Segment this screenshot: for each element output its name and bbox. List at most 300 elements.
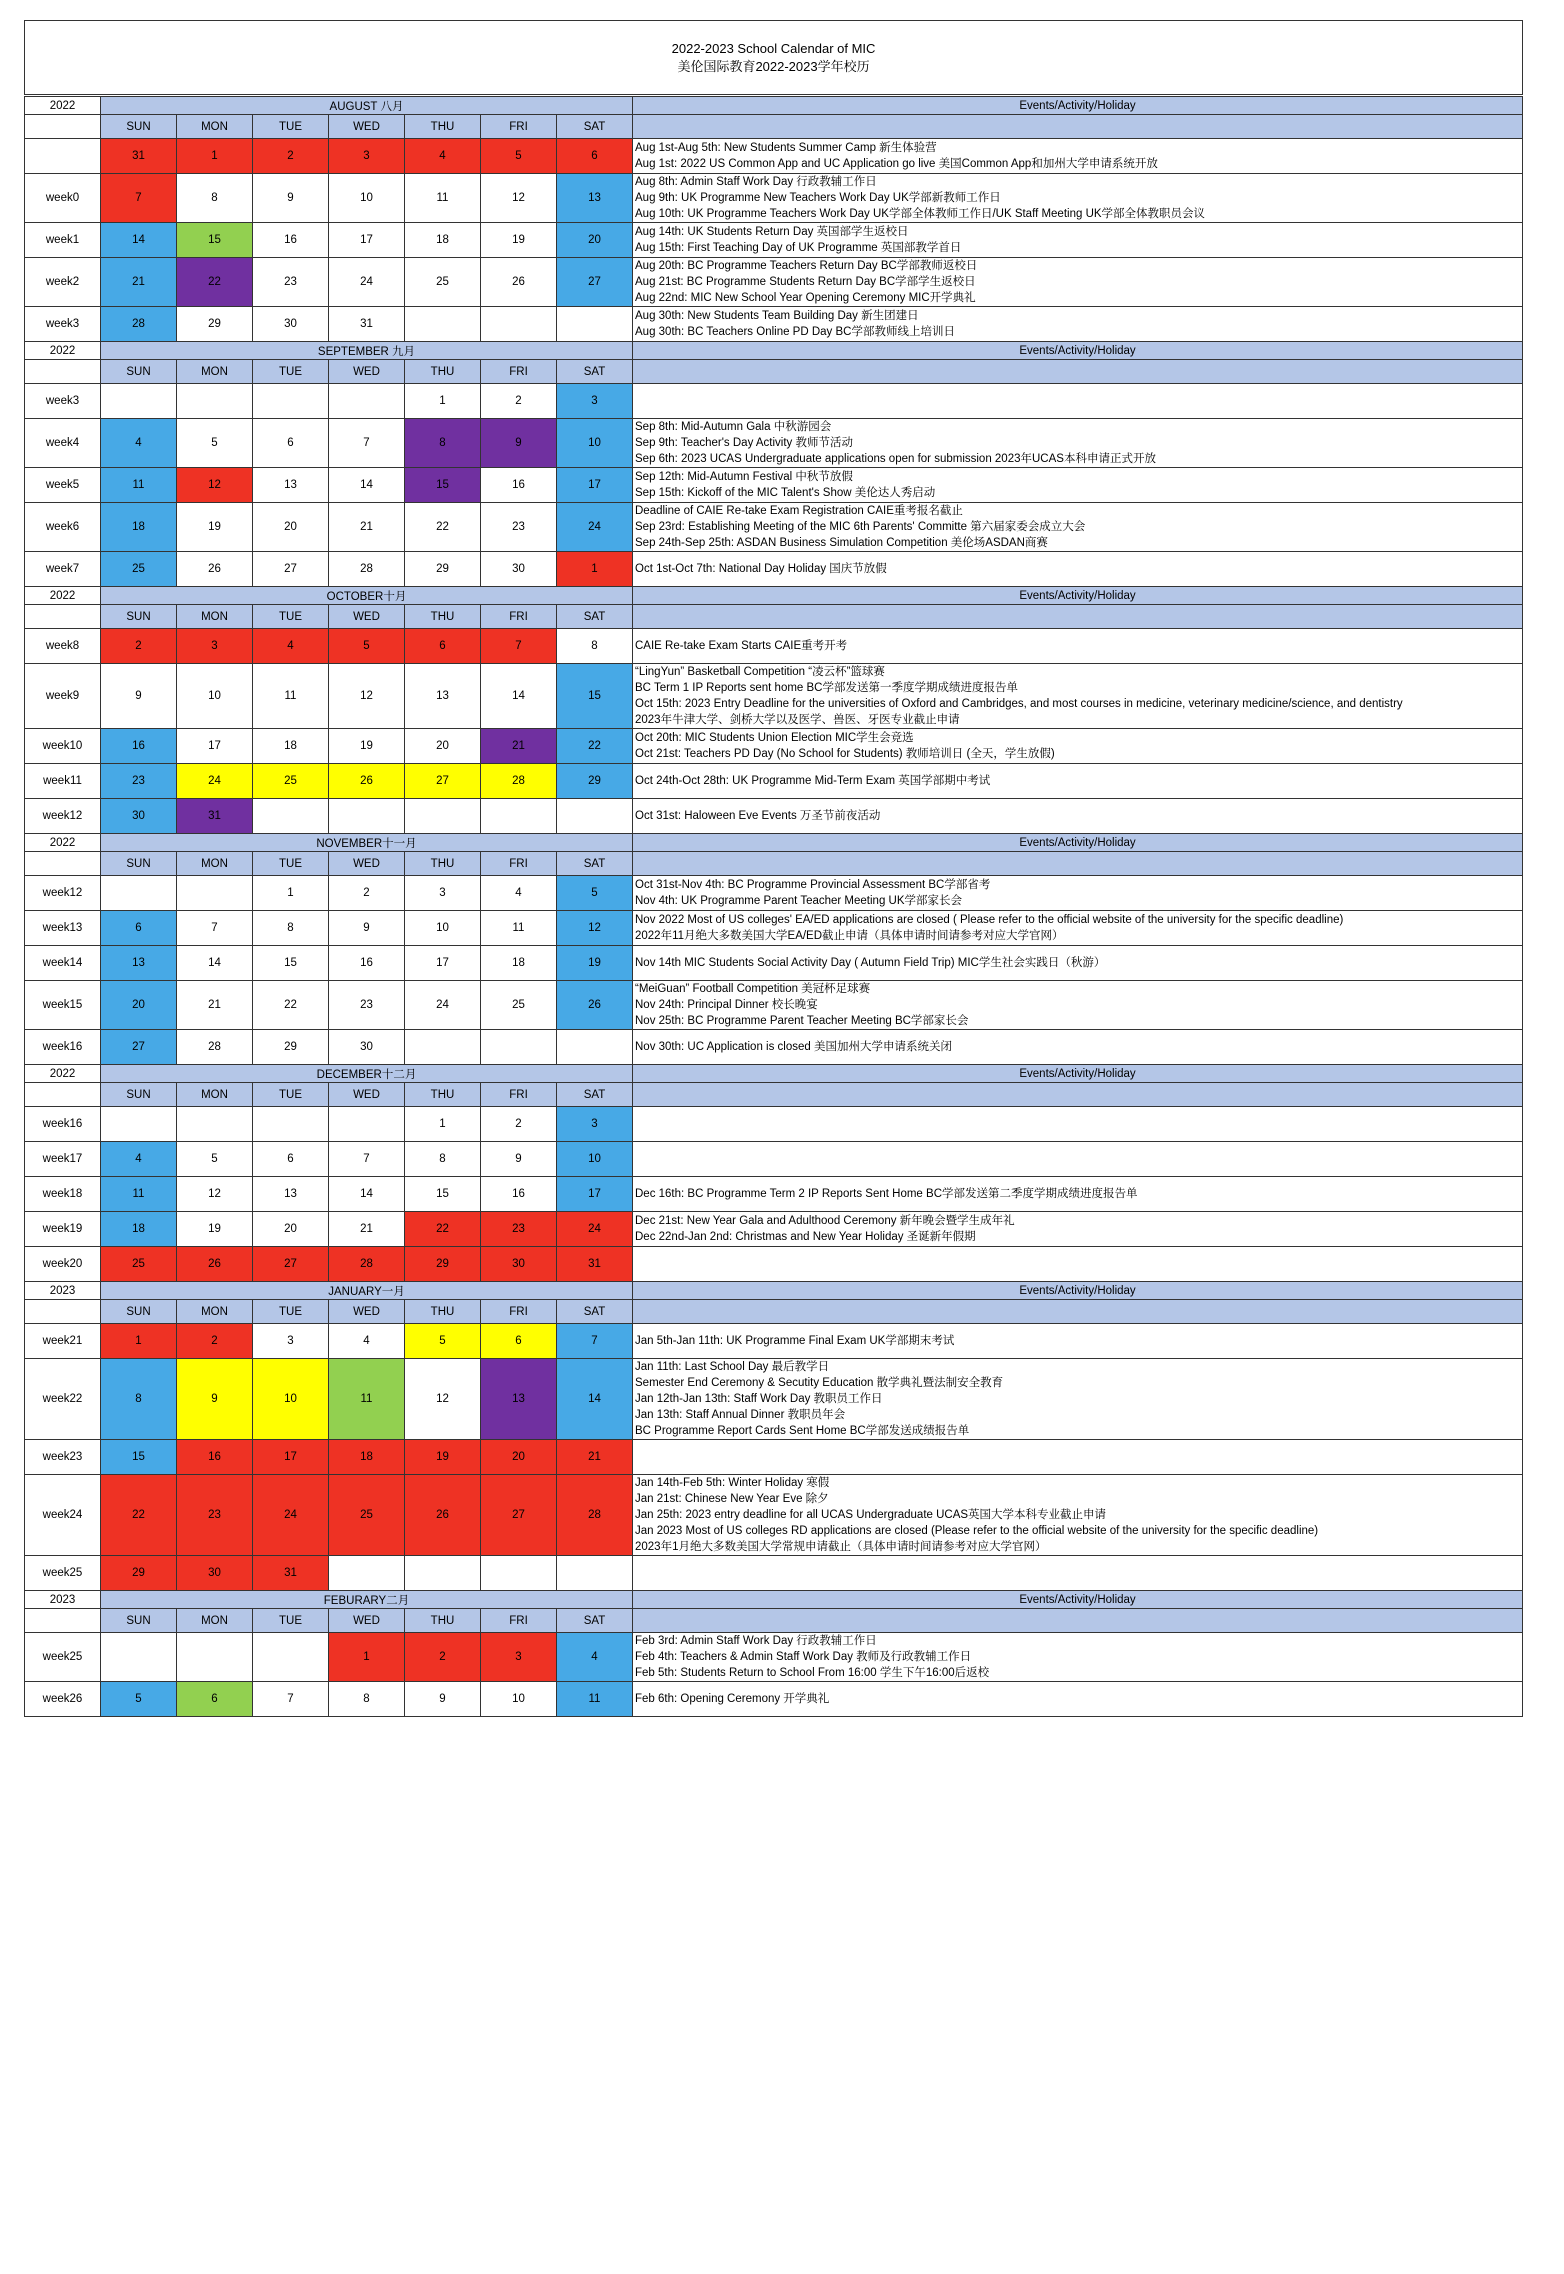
day-cell [101, 1633, 177, 1682]
day-cell [405, 1030, 481, 1065]
day-cell: 11 [329, 1359, 405, 1440]
event-line: Aug 10th: UK Programme Teachers Work Day UK学部全体教师工作日/UK Staff Meeting UK学部全体教职员会议 [635, 208, 1206, 220]
event-line: “LingYun” Basketball Competition “凌云杯”篮球赛 [635, 666, 885, 678]
week-row [25, 911, 1523, 946]
day-name-tue: TUE [253, 115, 329, 139]
events-header-cell: Events/Activity/Holiday [633, 97, 1523, 115]
event-line: Nov 30th: UC Application is closed 美国加州大学申请系统关闭 [635, 1041, 952, 1053]
day-cell: 1 [177, 139, 253, 174]
week-label: week9 [25, 664, 101, 729]
day-cell: 20 [481, 1440, 557, 1475]
day-cell: 12 [405, 1359, 481, 1440]
events-cell [633, 946, 1523, 981]
day-cell [177, 384, 253, 419]
week-label: week11 [25, 764, 101, 799]
events-header-cell: Events/Activity/Holiday [633, 1591, 1523, 1609]
day-cell: 3 [405, 876, 481, 911]
day-cell: 31 [329, 307, 405, 342]
day-cell: 23 [481, 1212, 557, 1247]
day-cell: 16 [481, 468, 557, 503]
day-name-wed: WED [329, 605, 405, 629]
day-names-row [25, 605, 1523, 629]
day-cell: 19 [405, 1440, 481, 1475]
day-cell: 23 [329, 981, 405, 1030]
day-cell: 2 [481, 1107, 557, 1142]
event-line: Sep 12th: Mid-Autumn Festival 中秋节放假 [635, 471, 853, 483]
month-header-row [25, 97, 1523, 115]
month-name-cell: JANUARY一月 [101, 1282, 633, 1300]
day-name-mon: MON [177, 1083, 253, 1107]
event-line: 2023年1月绝大多数美国大学常规申请截止（具体申请时间请参考对应大学官网） [635, 1541, 1047, 1553]
day-cell: 19 [177, 1212, 253, 1247]
week-row [25, 1440, 1523, 1475]
events-cell [633, 307, 1523, 342]
events-cell [633, 911, 1523, 946]
event-line: Aug 1st: 2022 US Common App and UC Application go live 美国Common App和加州大学申请系统开放 [635, 158, 1158, 170]
day-name-sun: SUN [101, 115, 177, 139]
day-cell: 7 [329, 419, 405, 468]
day-cell: 9 [405, 1682, 481, 1717]
day-cell: 25 [101, 1247, 177, 1282]
day-name-sun: SUN [101, 1609, 177, 1633]
events-cell [633, 1475, 1523, 1556]
week-label: week23 [25, 1440, 101, 1475]
day-cell: 13 [101, 946, 177, 981]
day-cell: 28 [177, 1030, 253, 1065]
day-name-mon: MON [177, 605, 253, 629]
day-cell: 5 [557, 876, 633, 911]
week-label [25, 139, 101, 174]
day-cell: 30 [481, 1247, 557, 1282]
week-label: week4 [25, 419, 101, 468]
day-name-tue: TUE [253, 360, 329, 384]
day-cell: 10 [177, 664, 253, 729]
day-cell: 20 [253, 503, 329, 552]
week-label: week12 [25, 799, 101, 834]
day-cell: 28 [557, 1475, 633, 1556]
events-cell [633, 384, 1523, 419]
event-line: Sep 8th: Mid-Autumn Gala 中秋游园会 [635, 421, 832, 433]
day-cell: 29 [253, 1030, 329, 1065]
day-cell: 24 [557, 503, 633, 552]
month-name-cell: DECEMBER十二月 [101, 1065, 633, 1083]
week-row [25, 1633, 1523, 1682]
event-line: Semester End Ceremony & Secutity Education 散学典礼暨法制安全教育 [635, 1377, 1004, 1389]
day-cell: 30 [101, 799, 177, 834]
day-cell: 5 [177, 419, 253, 468]
day-cell: 15 [405, 468, 481, 503]
events-cell [633, 258, 1523, 307]
event-line: Oct 15th: 2023 Entry Deadline for the universities of Oxford and Cambridges, and most courses in medicine, veterinary medicine/science, and dentistry [635, 698, 1403, 710]
day-cell: 15 [405, 1177, 481, 1212]
day-cell: 22 [177, 258, 253, 307]
week-label: week24 [25, 1475, 101, 1556]
day-cell: 31 [253, 1556, 329, 1591]
day-cell: 5 [481, 139, 557, 174]
day-cell: 10 [557, 1142, 633, 1177]
day-cell: 5 [405, 1324, 481, 1359]
events-header-cell: Events/Activity/Holiday [633, 834, 1523, 852]
day-cell: 6 [253, 419, 329, 468]
day-cell: 2 [405, 1633, 481, 1682]
week-row [25, 1682, 1523, 1717]
day-cell: 10 [481, 1682, 557, 1717]
day-names-row [25, 115, 1523, 139]
day-cell: 19 [481, 223, 557, 258]
day-name-mon: MON [177, 360, 253, 384]
events-header-blank [633, 360, 1523, 384]
day-cell: 13 [253, 468, 329, 503]
title-row [25, 21, 1523, 95]
week-label: week19 [25, 1212, 101, 1247]
events-cell [633, 1682, 1523, 1717]
month-name-cell: FEBURARY二月 [101, 1591, 633, 1609]
day-cell [405, 1556, 481, 1591]
day-cell: 3 [177, 629, 253, 664]
week-row [25, 223, 1523, 258]
day-cell: 4 [557, 1633, 633, 1682]
day-cell: 7 [177, 911, 253, 946]
day-cell: 31 [557, 1247, 633, 1282]
day-cell [481, 799, 557, 834]
event-line: Oct 1st-Oct 7th: National Day Holiday 国庆节放假 [635, 563, 887, 575]
events-cell [633, 764, 1523, 799]
day-names-row [25, 1300, 1523, 1324]
day-cell: 4 [329, 1324, 405, 1359]
week-label: week2 [25, 258, 101, 307]
day-cell [101, 384, 177, 419]
day-names-row [25, 852, 1523, 876]
day-cell: 17 [557, 468, 633, 503]
day-name-fri: FRI [481, 1300, 557, 1324]
events-header-cell: Events/Activity/Holiday [633, 587, 1523, 605]
day-name-sun: SUN [101, 605, 177, 629]
event-line: 2023年牛津大学、剑桥大学以及医学、兽医、牙医专业截止申请 [635, 714, 960, 726]
day-cell: 1 [329, 1633, 405, 1682]
week-row [25, 384, 1523, 419]
day-cell: 27 [481, 1475, 557, 1556]
event-line: Jan 13th: Staff Annual Dinner 教职员年会 [635, 1409, 846, 1421]
week-row [25, 981, 1523, 1030]
day-name-sun: SUN [101, 360, 177, 384]
day-cell: 14 [177, 946, 253, 981]
day-names-row [25, 360, 1523, 384]
day-cell: 4 [101, 1142, 177, 1177]
day-cell: 25 [101, 552, 177, 587]
day-name-sat: SAT [557, 1300, 633, 1324]
day-cell: 11 [253, 664, 329, 729]
event-line: Aug 30th: BC Teachers Online PD Day BC学部教师线上培训日 [635, 326, 955, 338]
day-cell: 4 [481, 876, 557, 911]
day-cell: 30 [481, 552, 557, 587]
event-line: CAIE Re-take Exam Starts CAIE重考开考 [635, 640, 848, 652]
day-cell: 1 [405, 384, 481, 419]
event-line: Oct 24th-Oct 28th: UK Programme Mid-Term Exam 英国学部期中考试 [635, 775, 991, 787]
day-cell: 11 [101, 468, 177, 503]
month-year-cell: 2023 [25, 1282, 101, 1300]
day-cell: 11 [101, 1177, 177, 1212]
day-cell: 29 [101, 1556, 177, 1591]
day-cell: 26 [481, 258, 557, 307]
events-header-cell: Events/Activity/Holiday [633, 1282, 1523, 1300]
week-row [25, 419, 1523, 468]
day-cell: 8 [177, 174, 253, 223]
day-cell: 29 [405, 552, 481, 587]
events-cell [633, 1440, 1523, 1475]
event-line: Nov 25th: BC Programme Parent Teacher Meeting BC学部家长会 [635, 1015, 969, 1027]
events-cell [633, 419, 1523, 468]
day-name-wed: WED [329, 1083, 405, 1107]
month-name-cell: SEPTEMBER 九月 [101, 342, 633, 360]
events-cell [633, 139, 1523, 174]
day-cell: 4 [101, 419, 177, 468]
events-header-blank [633, 1609, 1523, 1633]
day-name-fri: FRI [481, 1609, 557, 1633]
event-line: Dec 22nd-Jan 2nd: Christmas and New Year Holiday 圣诞新年假期 [635, 1231, 976, 1243]
event-line: Oct 31st: Haloween Eve Events 万圣节前夜活动 [635, 810, 881, 822]
day-cell: 3 [557, 1107, 633, 1142]
day-cell: 27 [557, 258, 633, 307]
day-cell: 9 [329, 911, 405, 946]
day-name-sat: SAT [557, 1083, 633, 1107]
day-cell [253, 384, 329, 419]
week-row [25, 307, 1523, 342]
week-row [25, 1359, 1523, 1440]
week-label: week16 [25, 1107, 101, 1142]
event-line: Sep 23rd: Establishing Meeting of the MIC 6th Parents' Committe 第六届家委会成立大会 [635, 521, 1086, 533]
day-name-mon: MON [177, 1609, 253, 1633]
day-cell: 27 [253, 1247, 329, 1282]
day-name-tue: TUE [253, 605, 329, 629]
day-cell: 19 [177, 503, 253, 552]
day-cell: 10 [253, 1359, 329, 1440]
day-cell: 20 [101, 981, 177, 1030]
day-cell: 14 [329, 1177, 405, 1212]
day-name-tue: TUE [253, 1609, 329, 1633]
day-cell: 7 [329, 1142, 405, 1177]
day-cell [481, 1556, 557, 1591]
day-cell [557, 1556, 633, 1591]
week-row [25, 258, 1523, 307]
day-cell: 27 [253, 552, 329, 587]
month-year-cell: 2022 [25, 1065, 101, 1083]
day-cell: 21 [177, 981, 253, 1030]
month-header-row [25, 1591, 1523, 1609]
events-cell [633, 799, 1523, 834]
event-line: Feb 4th: Teachers & Admin Staff Work Day 教师及行政教辅工作日 [635, 1651, 972, 1663]
events-cell [633, 729, 1523, 764]
events-cell [633, 1177, 1523, 1212]
day-name-fri: FRI [481, 605, 557, 629]
day-cell [329, 1556, 405, 1591]
week-label: week0 [25, 174, 101, 223]
month-header-row [25, 1065, 1523, 1083]
event-line: “MeiGuan” Football Competition 美冠杯足球赛 [635, 983, 871, 995]
day-cell: 18 [101, 503, 177, 552]
week-row [25, 1142, 1523, 1177]
events-cell [633, 552, 1523, 587]
event-line: Sep 24th-Sep 25th: ASDAN Business Simulation Competition 美伦场ASDAN商赛 [635, 537, 1048, 549]
day-cell: 9 [177, 1359, 253, 1440]
week-label-header [25, 852, 101, 876]
events-header-blank [633, 852, 1523, 876]
day-cell: 4 [253, 629, 329, 664]
month-year-cell: 2022 [25, 834, 101, 852]
day-cell: 7 [557, 1324, 633, 1359]
day-cell [177, 1633, 253, 1682]
day-cell: 10 [405, 911, 481, 946]
day-cell: 2 [481, 384, 557, 419]
day-name-tue: TUE [253, 1300, 329, 1324]
day-name-wed: WED [329, 115, 405, 139]
day-cell: 18 [253, 729, 329, 764]
event-line: Aug 30th: New Students Team Building Day 新生团建日 [635, 310, 919, 322]
day-cell: 22 [405, 503, 481, 552]
day-cell [557, 799, 633, 834]
day-cell [481, 1030, 557, 1065]
calendar-subtitle: 美伦国际教育2022-2023学年校历 [677, 58, 870, 74]
day-names-row [25, 1609, 1523, 1633]
week-row [25, 1212, 1523, 1247]
day-cell: 7 [481, 629, 557, 664]
calendar-title-cell [25, 21, 1523, 95]
event-line: BC Term 1 IP Reports sent home BC学部发送第一季度学期成绩进度报告单 [635, 682, 1018, 694]
day-cell [101, 1107, 177, 1142]
event-line: Dec 16th: BC Programme Term 2 IP Reports Sent Home BC学部发送第二季度学期成绩进度报告单 [635, 1188, 1138, 1200]
events-cell [633, 1142, 1523, 1177]
event-line: Feb 3rd: Admin Staff Work Day 行政教辅工作日 [635, 1635, 877, 1647]
events-header-blank [633, 605, 1523, 629]
events-cell [633, 981, 1523, 1030]
day-cell: 22 [253, 981, 329, 1030]
day-cell: 23 [177, 1475, 253, 1556]
day-cell: 20 [557, 223, 633, 258]
day-cell: 19 [329, 729, 405, 764]
day-name-sat: SAT [557, 852, 633, 876]
day-cell: 13 [405, 664, 481, 729]
day-cell: 17 [253, 1440, 329, 1475]
event-line: Jan 11th: Last School Day 最后教学日 [635, 1361, 830, 1373]
day-name-thu: THU [405, 1609, 481, 1633]
events-cell [633, 1247, 1523, 1282]
day-cell: 1 [253, 876, 329, 911]
day-cell: 24 [557, 1212, 633, 1247]
week-row [25, 629, 1523, 664]
day-name-mon: MON [177, 1300, 253, 1324]
day-cell: 8 [329, 1682, 405, 1717]
events-cell [633, 503, 1523, 552]
events-cell [633, 1212, 1523, 1247]
day-cell: 26 [329, 764, 405, 799]
day-name-sun: SUN [101, 1083, 177, 1107]
day-cell: 2 [253, 139, 329, 174]
day-cell: 15 [177, 223, 253, 258]
day-cell: 3 [481, 1633, 557, 1682]
day-cell: 24 [329, 258, 405, 307]
day-cell [177, 876, 253, 911]
day-name-mon: MON [177, 115, 253, 139]
day-cell: 2 [177, 1324, 253, 1359]
day-cell: 5 [329, 629, 405, 664]
day-cell: 17 [329, 223, 405, 258]
day-cell [177, 1107, 253, 1142]
events-cell [633, 1556, 1523, 1591]
month-header-row [25, 834, 1523, 852]
day-cell: 21 [557, 1440, 633, 1475]
day-cell: 14 [329, 468, 405, 503]
day-cell: 15 [557, 664, 633, 729]
day-name-sun: SUN [101, 1300, 177, 1324]
event-line: Sep 6th: 2023 UCAS Undergraduate applications open for submission 2023年UCAS本科申请正式开放 [635, 453, 1156, 465]
events-cell [633, 629, 1523, 664]
day-name-thu: THU [405, 115, 481, 139]
day-cell: 25 [329, 1475, 405, 1556]
day-name-fri: FRI [481, 852, 557, 876]
event-line: Sep 15th: Kickoff of the MIC Talent's Show 美伦达人秀启动 [635, 487, 936, 499]
day-cell: 9 [253, 174, 329, 223]
day-cell: 12 [177, 1177, 253, 1212]
day-cell: 6 [177, 1682, 253, 1717]
events-cell [633, 1359, 1523, 1440]
day-cell: 9 [481, 419, 557, 468]
day-cell: 13 [253, 1177, 329, 1212]
day-cell: 21 [329, 503, 405, 552]
day-cell: 11 [557, 1682, 633, 1717]
event-line: Deadline of CAIE Re-take Exam Registration CAIE重考报名截止 [635, 505, 963, 517]
week-row [25, 664, 1523, 729]
event-line: Nov 24th: Principal Dinner 校长晚宴 [635, 999, 818, 1011]
day-cell [329, 1107, 405, 1142]
week-row [25, 799, 1523, 834]
day-cell: 12 [481, 174, 557, 223]
day-cell: 28 [329, 552, 405, 587]
week-label-header [25, 360, 101, 384]
day-name-sat: SAT [557, 115, 633, 139]
day-cell: 16 [481, 1177, 557, 1212]
day-cell: 14 [481, 664, 557, 729]
week-row [25, 552, 1523, 587]
day-cell: 21 [481, 729, 557, 764]
day-cell: 22 [405, 1212, 481, 1247]
day-name-sat: SAT [557, 605, 633, 629]
month-year-cell: 2022 [25, 342, 101, 360]
week-label: week25 [25, 1556, 101, 1591]
day-name-fri: FRI [481, 1083, 557, 1107]
day-cell: 16 [177, 1440, 253, 1475]
week-label: week5 [25, 468, 101, 503]
day-cell: 13 [481, 1359, 557, 1440]
week-label: week14 [25, 946, 101, 981]
events-cell [633, 876, 1523, 911]
day-cell: 9 [101, 664, 177, 729]
day-name-tue: TUE [253, 1083, 329, 1107]
event-line: Sep 9th: Teacher's Day Activity 教师节活动 [635, 437, 854, 449]
day-cell: 3 [329, 139, 405, 174]
week-label-header [25, 1609, 101, 1633]
day-cell [405, 799, 481, 834]
day-cell: 8 [557, 629, 633, 664]
day-cell: 14 [101, 223, 177, 258]
calendar-title: 2022-2023 School Calendar of MIC [671, 40, 876, 56]
month-name-cell: NOVEMBER十一月 [101, 834, 633, 852]
event-line: Nov 4th: UK Programme Parent Teacher Meeting UK学部家长会 [635, 895, 963, 907]
event-line: Jan 2023 Most of US colleges RD applications are closed (Please refer to the official website of the university for the specific deadline) [635, 1525, 1319, 1537]
events-header-cell: Events/Activity/Holiday [633, 1065, 1523, 1083]
day-name-sat: SAT [557, 1609, 633, 1633]
day-cell: 23 [253, 258, 329, 307]
day-cell [557, 1030, 633, 1065]
school-calendar-table [24, 20, 1523, 1717]
